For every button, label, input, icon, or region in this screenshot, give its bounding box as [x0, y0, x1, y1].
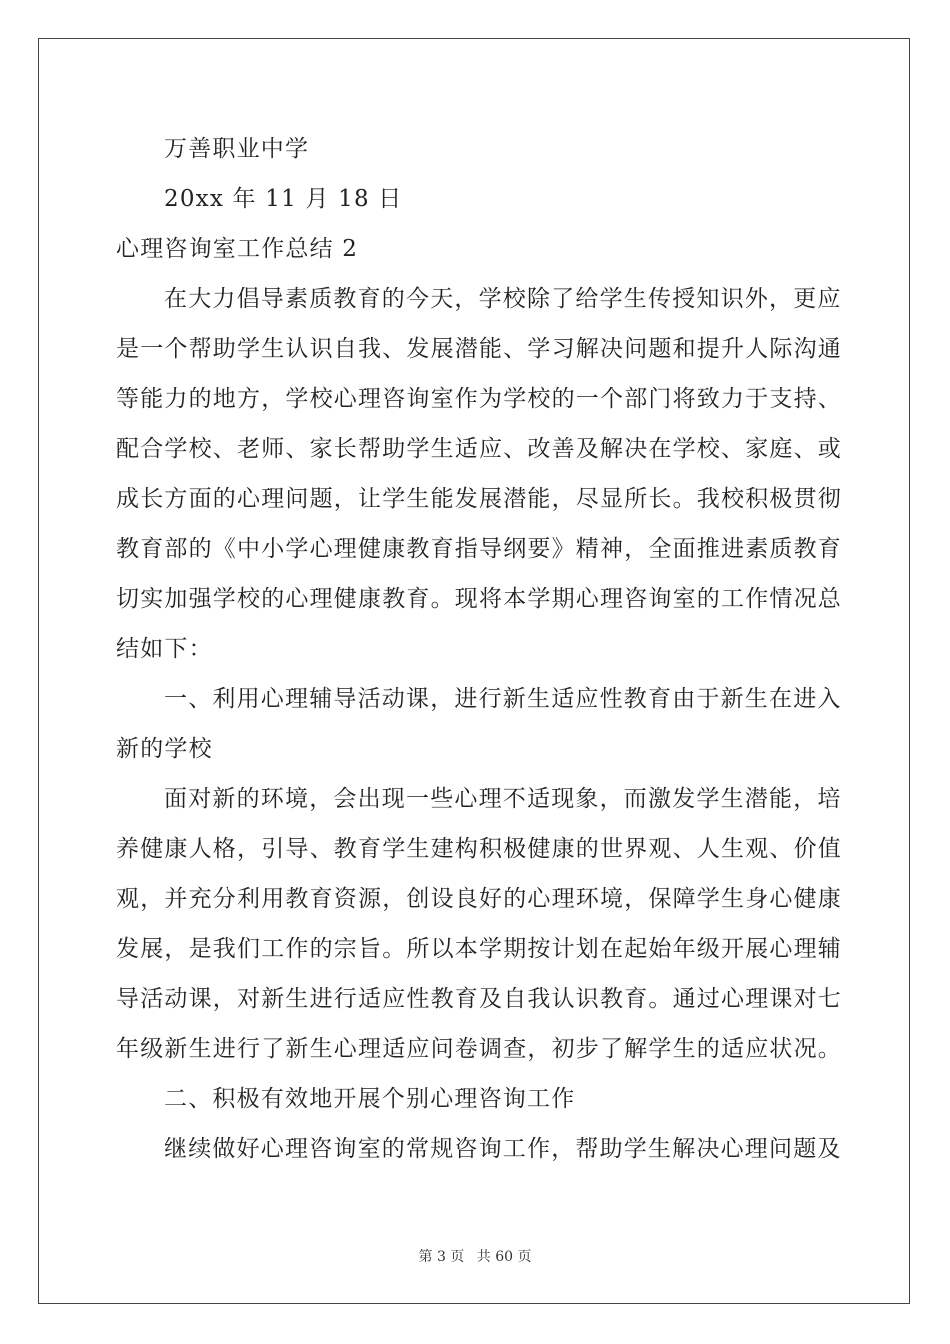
page-total: 共 60 页 — [476, 1249, 532, 1265]
paragraph-line: 配合学校、老师、家长帮助学生适应、改善及解决在学校、家庭、或 — [116, 436, 842, 462]
signature-date: 20xx 年 11 月 18 日 — [164, 186, 403, 212]
page-footer — [0, 1246, 950, 1266]
paragraph-line: 教育部的《中小学心理健康教育指导纲要》精神，全面推进素质教育 — [116, 536, 842, 562]
page-border — [38, 38, 910, 1304]
paragraph-line: 年级新生进行了新生心理适应问卷调查，初步了解学生的适应状况。 — [116, 1036, 842, 1062]
paragraph-line: 导活动课，对新生进行适应性教育及自我认识教育。通过心理课对七 — [116, 986, 842, 1012]
paragraph-line: 成长方面的心理问题，让学生能发展潜能，尽显所长。我校积极贯彻 — [116, 486, 842, 512]
paragraph-line: 是一个帮助学生认识自我、发展潜能、学习解决问题和提升人际沟通 — [116, 336, 842, 362]
paragraph-line: 切实加强学校的心理健康教育。现将本学期心理咨询室的工作情况总 — [116, 586, 842, 612]
paragraph-line: 等能力的地方，学校心理咨询室作为学校的一个部门将致力于支持、 — [116, 386, 842, 412]
heading-line: 新的学校 — [116, 736, 213, 762]
heading-line: 一、利用心理辅导活动课，进行新生适应性教育由于新生在进入 — [164, 686, 842, 712]
paragraph-line: 结如下： — [116, 636, 213, 662]
paragraph-line: 发展，是我们工作的宗旨。所以本学期按计划在起始年级开展心理辅 — [116, 936, 842, 962]
section-title: 心理咨询室工作总结 2 — [116, 236, 359, 262]
paragraph-line: 面对新的环境，会出现一些心理不适现象，而激发学生潜能，培 — [164, 786, 842, 812]
heading-line: 二、积极有效地开展个别心理咨询工作 — [164, 1086, 576, 1112]
paragraph-line: 继续做好心理咨询室的常规咨询工作，帮助学生解决心理问题及 — [164, 1136, 842, 1162]
paragraph-line: 在大力倡导素质教育的今天，学校除了给学生传授知识外，更应 — [164, 286, 842, 312]
page-number: 第 3 页 — [418, 1249, 465, 1265]
paragraph-line: 观，并充分利用教育资源，创设良好的心理环境，保障学生身心健康 — [116, 886, 842, 912]
paragraph-line: 养健康人格，引导、教育学生建构积极健康的世界观、人生观、价值 — [116, 836, 842, 862]
signature-org: 万善职业中学 — [164, 136, 310, 162]
